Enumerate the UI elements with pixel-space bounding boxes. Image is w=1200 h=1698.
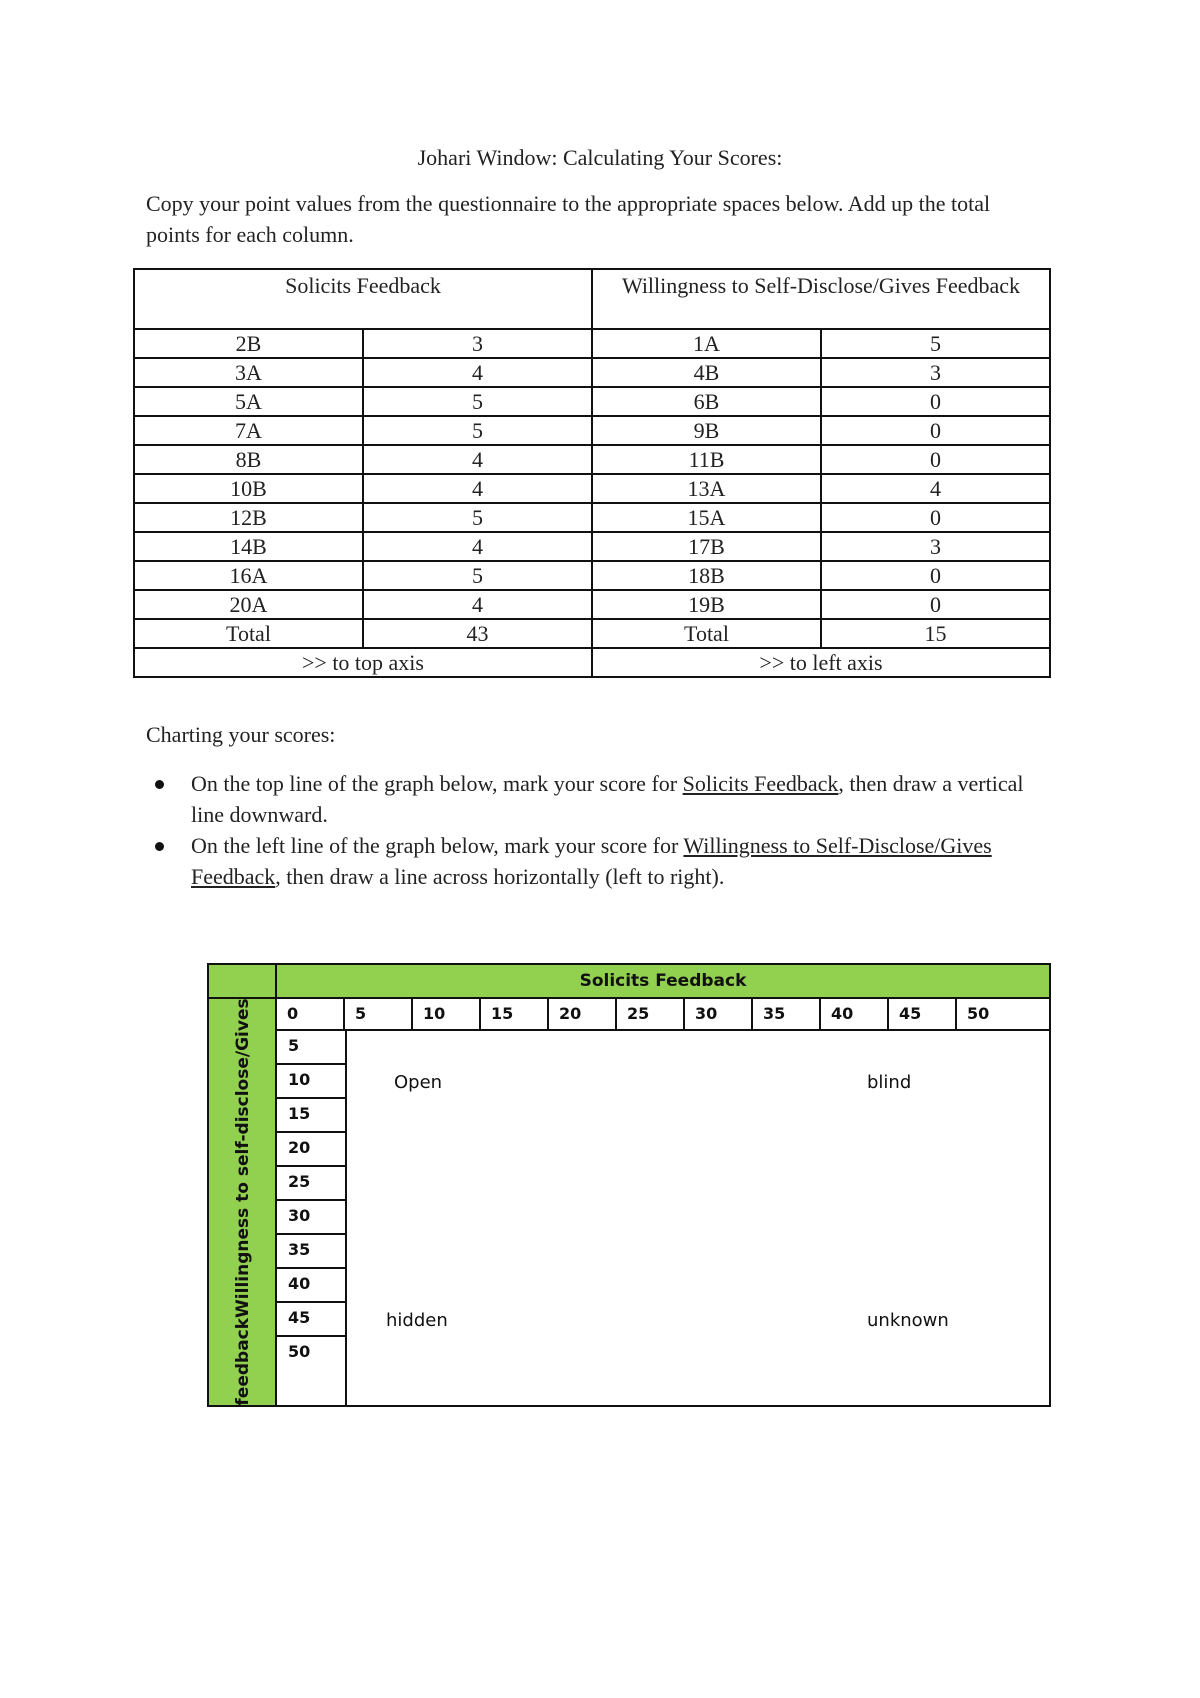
graph-corner xyxy=(209,965,277,999)
total-label: Total xyxy=(592,619,821,648)
solicits-item: 20A xyxy=(134,590,363,619)
quadrant-unknown-label: unknown xyxy=(867,1310,949,1331)
disclose-item: 15A xyxy=(592,503,821,532)
disclose-item: 18B xyxy=(592,561,821,590)
disclose-value: 0 xyxy=(821,387,1050,416)
page-title: Johari Window: Calculating Your Scores: xyxy=(417,145,783,170)
y-axis-title-band xyxy=(209,999,277,1405)
y-axis-ticks xyxy=(277,1031,347,1405)
x-tick-label: 25 xyxy=(617,999,685,1029)
x-tick-label: 10 xyxy=(413,999,481,1029)
total-row xyxy=(134,619,1050,648)
table-row xyxy=(134,387,1050,416)
y-tick-label: 35 xyxy=(277,1235,345,1269)
x-axis-title: Solicits Feedback xyxy=(277,965,1049,999)
y-tick-label: 10 xyxy=(277,1065,345,1099)
solicits-item: 8B xyxy=(134,445,363,474)
disclose-value: 0 xyxy=(821,503,1050,532)
x-tick-label: 45 xyxy=(889,999,957,1029)
disclose-item: 9B xyxy=(592,416,821,445)
x-tick-label: 15 xyxy=(481,999,549,1029)
solicits-value: 5 xyxy=(363,416,592,445)
x-tick-label: 35 xyxy=(753,999,821,1029)
solicits-item: 3A xyxy=(134,358,363,387)
x-tick-label: 50 xyxy=(967,1004,990,1023)
solicits-value: 4 xyxy=(363,445,592,474)
table-row xyxy=(134,416,1050,445)
disclose-total: 15 xyxy=(821,619,1050,648)
self-disclose-header: Willingness to Self-Disclose/Gives Feedback xyxy=(592,269,1050,329)
disclose-value: 3 xyxy=(821,532,1050,561)
x-tick-label: 30 xyxy=(685,999,753,1029)
y-tick-label: 5 xyxy=(277,1031,345,1065)
solicits-item: 2B xyxy=(134,329,363,358)
y-tick-label: 40 xyxy=(277,1269,345,1303)
charting-title: Charting your scores: xyxy=(146,722,336,747)
y-tick-label: 30 xyxy=(277,1201,345,1235)
solicits-total: 43 xyxy=(363,619,592,648)
solicits-value: 5 xyxy=(363,503,592,532)
y-tick-label: 20 xyxy=(277,1133,345,1167)
disclose-item: 13A xyxy=(592,474,821,503)
table-row xyxy=(134,532,1050,561)
instruction-list xyxy=(146,768,1046,892)
solicits-item: 7A xyxy=(134,416,363,445)
solicits-value: 5 xyxy=(363,561,592,590)
disclose-value: 0 xyxy=(821,416,1050,445)
quadrant-open-label: Open xyxy=(394,1072,443,1093)
table-header-row xyxy=(134,269,1050,329)
y-tick-label: 50 xyxy=(288,1342,311,1361)
y-axis-title: feedbackWillingness to self-disclose/Gives xyxy=(233,998,253,1406)
axis-note-row xyxy=(134,648,1050,677)
solicits-value: 4 xyxy=(363,590,592,619)
y-tick-label: 15 xyxy=(277,1099,345,1133)
x-tick-label: 5 xyxy=(345,999,413,1029)
disclose-item: 1A xyxy=(592,329,821,358)
quadrant-blind-label: blind xyxy=(867,1072,912,1093)
top-axis-note: >> to top axis xyxy=(134,648,592,677)
johari-graph xyxy=(207,963,1051,1407)
solicits-item: 14B xyxy=(134,532,363,561)
x-axis-ticks xyxy=(277,999,1049,1031)
quadrant-hidden-label: hidden xyxy=(386,1310,448,1331)
bullet-icon xyxy=(155,780,164,789)
disclose-item: 11B xyxy=(592,445,821,474)
solicits-feedback-header: Solicits Feedback xyxy=(134,269,592,329)
bullet-text: On the top line of the graph below, mark your score for xyxy=(191,771,683,796)
y-tick-label: 45 xyxy=(277,1303,345,1337)
intro-text: Copy your point values from the questionnaire to the appropriate spaces below. Add up the total points for each column. xyxy=(146,191,991,247)
disclose-value: 5 xyxy=(821,329,1050,358)
bullet-icon xyxy=(155,842,164,851)
table-row xyxy=(134,329,1050,358)
solicits-item: 16A xyxy=(134,561,363,590)
x-tick-label: 40 xyxy=(821,999,889,1029)
left-axis-note: >> to left axis xyxy=(592,648,1050,677)
score-table xyxy=(133,268,1051,678)
table-row xyxy=(134,561,1050,590)
disclose-value: 0 xyxy=(821,445,1050,474)
solicits-item: 10B xyxy=(134,474,363,503)
bullet-text: , then draw a line across horizontally (left to right). xyxy=(275,864,725,889)
disclose-item: 6B xyxy=(592,387,821,416)
table-row xyxy=(134,445,1050,474)
disclose-value: 3 xyxy=(821,358,1050,387)
y-tick-label: 25 xyxy=(277,1167,345,1201)
disclose-value: 4 xyxy=(821,474,1050,503)
disclose-item: 4B xyxy=(592,358,821,387)
x-tick-label: 0 xyxy=(277,999,345,1029)
solicits-value: 4 xyxy=(363,474,592,503)
solicits-feedback-link: Solicits Feedback xyxy=(682,771,839,796)
disclose-item: 19B xyxy=(592,590,821,619)
solicits-item: 12B xyxy=(134,503,363,532)
solicits-value: 4 xyxy=(363,532,592,561)
list-item xyxy=(146,768,1046,830)
solicits-value: 5 xyxy=(363,387,592,416)
disclose-item: 17B xyxy=(592,532,821,561)
self-disclose-link: Willingness to Self-Disclose/Gives Feedback xyxy=(191,833,992,889)
bullet-text: On the left line of the graph below, mark your score for xyxy=(191,833,684,858)
table-row xyxy=(134,474,1050,503)
x-tick-label: 20 xyxy=(549,999,617,1029)
solicits-value: 4 xyxy=(363,358,592,387)
list-item xyxy=(146,830,1046,892)
solicits-item: 5A xyxy=(134,387,363,416)
table-row xyxy=(134,590,1050,619)
table-row xyxy=(134,358,1050,387)
bullet-text: , then draw a vertical line downward. xyxy=(191,771,1024,827)
solicits-value: 3 xyxy=(363,329,592,358)
disclose-value: 0 xyxy=(821,561,1050,590)
disclose-value: 0 xyxy=(821,590,1050,619)
table-row xyxy=(134,503,1050,532)
total-label: Total xyxy=(134,619,363,648)
